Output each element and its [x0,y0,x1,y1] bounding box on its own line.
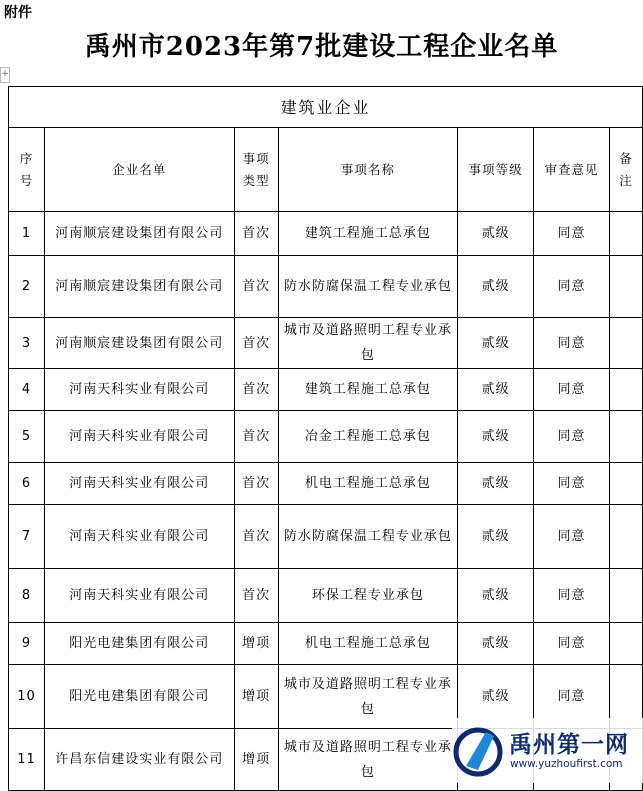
cell-opinion: 同意 [534,505,610,569]
cell-remark [609,256,642,318]
cell-grade: 贰级 [458,505,534,569]
cell-remark [609,212,642,256]
cell-no: 1 [9,212,45,256]
table-row [9,256,643,318]
annex-label: 附件 [4,5,32,21]
section-title: 建筑业企业 [9,87,643,128]
cell-no: 2 [9,256,45,318]
table-move-handle-icon[interactable]: + [0,67,10,83]
section-row [9,87,643,128]
cell-company: 河南顺宸建设集团有限公司 [44,256,234,318]
cell-opinion: 同意 [534,569,610,623]
table-row [9,463,643,505]
cell-item: 环保工程专业承包 [278,569,458,623]
cell-type: 首次 [234,505,278,569]
cell-opinion: 同意 [534,623,610,665]
header-no: 序号 [9,128,45,212]
header-company: 企业名单 [44,128,234,212]
cell-grade: 贰级 [458,369,534,411]
cell-type: 首次 [234,463,278,505]
header-remark: 备注 [609,128,642,212]
enterprise-table [8,86,643,791]
logo-site-name: 禹州第一网 [509,732,629,758]
cell-company: 河南天科实业有限公司 [44,569,234,623]
cell-grade: 贰级 [458,623,534,665]
table-row [9,569,643,623]
cell-opinion: 同意 [534,318,610,369]
cell-item: 建筑工程施工总承包 [278,212,458,256]
cell-type: 首次 [234,369,278,411]
table-row [9,505,643,569]
cell-grade: 贰级 [458,569,534,623]
cell-no: 9 [9,623,45,665]
cell-remark [609,569,642,623]
cell-type: 增项 [234,623,278,665]
cell-type: 增项 [234,729,278,791]
cell-opinion: 同意 [534,463,610,505]
cell-type: 首次 [234,256,278,318]
cell-item: 城市及道路照明工程专业承包 [278,318,458,369]
cell-opinion: 同意 [534,212,610,256]
cell-no: 11 [9,729,45,791]
cell-company: 河南天科实业有限公司 [44,505,234,569]
logo-globe-icon [452,722,508,782]
cell-no: 3 [9,318,45,369]
cell-company: 阳光电建集团有限公司 [44,623,234,665]
header-row [9,128,643,212]
cell-company: 河南顺宸建设集团有限公司 [44,212,234,256]
cell-company: 许昌东信建设实业有限公司 [44,729,234,791]
cell-item: 防水防腐保温工程专业承包 [278,256,458,318]
cell-company: 河南天科实业有限公司 [44,369,234,411]
cell-item: 城市及道路照明工程专业承包 [278,729,458,791]
table-row [9,318,643,369]
table-row [9,212,643,256]
header-grade: 事项等级 [458,128,534,212]
cell-no: 6 [9,463,45,505]
page-title: 禹州市2023年第7批建设工程企业名单 [84,32,559,62]
cell-opinion: 同意 [534,369,610,411]
header-opinion: 审查意见 [534,128,610,212]
cell-item: 机电工程施工总承包 [278,463,458,505]
cell-opinion: 同意 [534,411,610,463]
cell-no: 4 [9,369,45,411]
cell-remark [609,318,642,369]
cell-grade: 贰级 [458,665,534,729]
cell-grade: 贰级 [458,463,534,505]
site-logo [452,718,643,783]
cell-type: 首次 [234,569,278,623]
cell-no: 7 [9,505,45,569]
table-row [9,623,643,665]
cell-no: 10 [9,665,45,729]
cell-remark [609,505,642,569]
cell-grade: 贰级 [458,212,534,256]
cell-remark [609,369,642,411]
cell-item: 冶金工程施工总承包 [278,411,458,463]
enterprise-table-wrapper [8,86,643,791]
table-row [9,369,643,411]
cell-type: 增项 [234,665,278,729]
cell-type: 首次 [234,212,278,256]
cell-grade: 贰级 [458,411,534,463]
cell-item: 防水防腐保温工程专业承包 [278,505,458,569]
cell-company: 阳光电建集团有限公司 [44,665,234,729]
cell-company: 河南顺宸建设集团有限公司 [44,318,234,369]
cell-remark [609,623,642,665]
logo-site-url: www.yuzhoufirst.com [510,758,623,770]
cell-opinion: 同意 [534,256,610,318]
table-row [9,411,643,463]
cell-grade: 贰级 [458,256,534,318]
cell-company: 河南天科实业有限公司 [44,411,234,463]
cell-remark [609,411,642,463]
cell-company: 河南天科实业有限公司 [44,463,234,505]
cell-type: 首次 [234,318,278,369]
cell-item: 建筑工程施工总承包 [278,369,458,411]
cell-item: 城市及道路照明工程专业承包 [278,665,458,729]
cell-no: 8 [9,569,45,623]
header-item: 事项名称 [278,128,458,212]
cell-opinion: 同意 [534,665,610,729]
cell-type: 首次 [234,411,278,463]
cell-item: 机电工程施工总承包 [278,623,458,665]
header-type: 事项类型 [234,128,278,212]
cell-remark [609,463,642,505]
cell-no: 5 [9,411,45,463]
cell-grade: 贰级 [458,318,534,369]
